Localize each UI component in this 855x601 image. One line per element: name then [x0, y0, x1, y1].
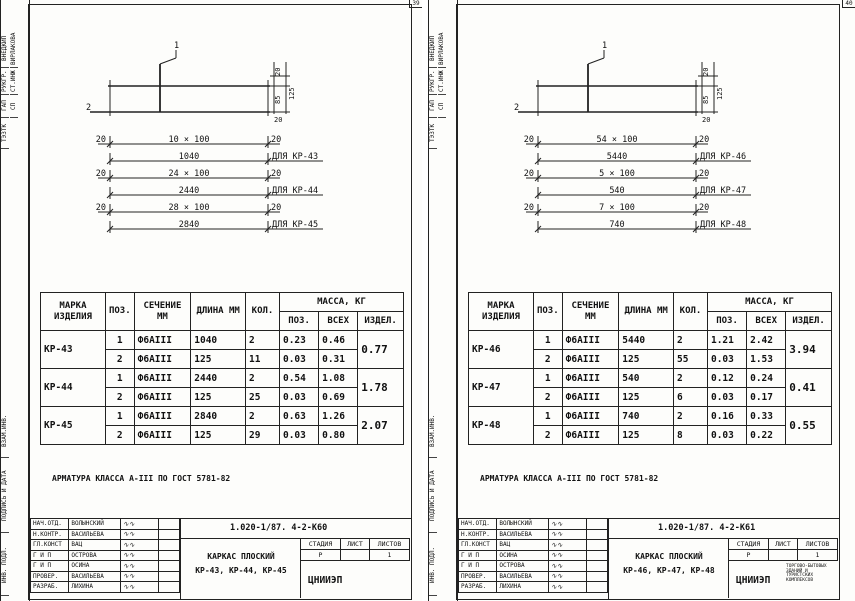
dim-edge: 20	[95, 203, 106, 213]
side-name: СТ.ИНЖ	[438, 68, 446, 95]
dim-tag: ДЛЯ КР-43	[272, 152, 319, 162]
sheet-info	[728, 538, 838, 561]
col-pos: ПОЗ.	[533, 293, 562, 331]
mass-all: 0.33	[747, 407, 786, 426]
section: Ф6АIII	[134, 407, 191, 426]
dim-label: 20	[274, 116, 283, 124]
table-row	[469, 331, 832, 350]
dim-edge: 20	[271, 169, 282, 179]
sheets-value: 1	[369, 550, 409, 561]
title-divider	[728, 560, 838, 561]
length: 2440	[191, 369, 246, 388]
dim-value: 10 × 100	[168, 135, 210, 145]
dim-value: 5 × 100	[599, 169, 635, 179]
col-mass-item: ИЗДЕЛ.	[358, 312, 404, 331]
page-mark: 39	[409, 0, 422, 8]
dim-label: 125	[716, 87, 724, 100]
date-cell	[587, 582, 608, 593]
col-mass: МАССА, КГ	[707, 293, 831, 312]
role: Н.КОНТР.	[31, 529, 69, 540]
role: ГЛ.КОНСТ	[31, 540, 69, 551]
side-label: РУКГР.	[1, 68, 9, 95]
side-label: ПОДПИСЬ И ДАТА	[429, 460, 437, 533]
bar-label: 2	[514, 103, 520, 113]
col-qty: КОЛ.	[246, 293, 280, 331]
dim-edge: 20	[271, 135, 282, 145]
item-mark: КР-44	[41, 369, 106, 407]
drawing-title: КАРКАС ПЛОСКИЙ	[207, 552, 275, 561]
person-name: ВАСИЛЬЕВА	[69, 571, 120, 582]
quantity: 55	[674, 350, 708, 369]
signature: ∿∿	[120, 550, 158, 561]
length: 125	[619, 388, 674, 407]
col-mass-item: ИЗДЕЛ.	[786, 312, 832, 331]
mass-pos: 0.03	[707, 426, 746, 445]
person-name: ОСТРОВА	[497, 561, 548, 572]
rebar-class-note: АРМАТУРА КЛАССА А-III ПО ГОСТ 5781-82	[480, 474, 659, 483]
role: ПРОВЕР.	[31, 571, 69, 582]
section: Ф6АIII	[134, 369, 191, 388]
role-row	[31, 582, 180, 593]
organization: ЦНИИЭП	[736, 575, 771, 586]
person-name: ВОЛЫНСКИЙ	[497, 519, 548, 530]
pos-number: 1	[533, 407, 562, 426]
dim-label: 20	[274, 67, 282, 76]
signature: ∿∿	[548, 519, 586, 530]
rebar-class-note: АРМАТУРА КЛАССА А-III ПО ГОСТ 5781-82	[52, 474, 231, 483]
dim-edge: 20	[271, 203, 282, 213]
section: Ф6АIII	[562, 426, 619, 445]
stage-value: Р	[301, 550, 341, 561]
col-mark: МАРКА ИЗДЕЛИЯ	[41, 293, 106, 331]
side-name: ВИРЛАКОВА	[438, 30, 446, 68]
date-cell	[587, 550, 608, 561]
dim-label: 20	[702, 116, 711, 124]
quantity: 8	[674, 426, 708, 445]
col-section: СЕЧЕНИЕ ММ	[134, 293, 191, 331]
table-row	[41, 407, 404, 426]
pos-number: 1	[105, 331, 134, 350]
signature: ∿∿	[120, 571, 158, 582]
rebar-diagram	[428, 0, 848, 270]
date-cell	[159, 529, 180, 540]
dim-edge: 20	[523, 203, 534, 213]
person-name: ОСТРОВА	[69, 550, 120, 561]
signature: ∿∿	[120, 582, 158, 593]
signature: ∿∿	[548, 550, 586, 561]
mass-pos: 0.03	[707, 350, 746, 369]
dim-value: 54 × 100	[596, 135, 638, 145]
mass-pos: 0.03	[279, 350, 318, 369]
role-row	[31, 540, 180, 551]
mass-item: 1.78	[358, 369, 404, 407]
role-row	[459, 582, 608, 593]
mass-item: 3.94	[786, 331, 832, 369]
dim-edge: 20	[699, 169, 710, 179]
person-name: ЛИХИНА	[497, 582, 548, 593]
side-label: ВНЕДКИП	[429, 30, 437, 68]
side-label: ВЗАМ.ИНВ.	[1, 405, 9, 458]
dim-value: 7 × 100	[599, 203, 635, 213]
side-name: ВИРЛАКОВА	[10, 30, 18, 68]
person-name: ВАЦ	[497, 540, 548, 551]
sheet-value	[340, 550, 369, 561]
section: Ф6АIII	[134, 350, 191, 369]
quantity: 6	[674, 388, 708, 407]
role-row	[31, 571, 180, 582]
dim-value: 540	[609, 186, 625, 196]
role-row	[31, 550, 180, 561]
title-divider	[300, 560, 410, 561]
side-label: ИНВ. ПОДЛ.	[429, 535, 437, 596]
col-mass-pos: ПОЗ.	[279, 312, 318, 331]
pos-number: 1	[533, 369, 562, 388]
pos-number: 2	[533, 426, 562, 445]
role-row	[31, 519, 180, 530]
col-pos: ПОЗ.	[105, 293, 134, 331]
role: Г И П	[31, 550, 69, 561]
side-label: ПОДПИСЬ И ДАТА	[1, 460, 9, 533]
mass-all: 0.69	[319, 388, 358, 407]
dim-tag: ДЛЯ КР-47	[700, 186, 747, 196]
person-name: ЛИХИНА	[69, 582, 120, 593]
drawing-subtitle: КР-43, КР-44, КР-45	[195, 566, 287, 575]
mass-all: 1.53	[747, 350, 786, 369]
item-mark: КР-47	[469, 369, 534, 407]
role-row	[459, 529, 608, 540]
table-row	[41, 331, 404, 350]
side-label: ВЗАМ.ИНВ.	[429, 405, 437, 458]
signature: ∿∿	[120, 529, 158, 540]
mass-all: 1.26	[319, 407, 358, 426]
drawing-code: 1.020-1/87. 4-2-К60	[230, 523, 328, 533]
length: 125	[619, 350, 674, 369]
role: Н.КОНТР.	[459, 529, 497, 540]
item-mark: КР-46	[469, 331, 534, 369]
date-cell	[159, 519, 180, 530]
mass-item: 0.55	[786, 407, 832, 445]
signature: ∿∿	[548, 529, 586, 540]
side-label: ВНЕДКИП	[1, 30, 9, 68]
section: Ф6АIII	[562, 407, 619, 426]
section: Ф6АIII	[134, 331, 191, 350]
drawing-subtitle: КР-46, КР-47, КР-48	[623, 566, 715, 575]
dim-edge: 20	[523, 169, 534, 179]
quantity: 11	[246, 350, 280, 369]
role: ПРОВЕР.	[459, 571, 497, 582]
mass-all: 0.17	[747, 388, 786, 407]
mass-pos: 0.03	[279, 388, 318, 407]
col-mass-pos: ПОЗ.	[707, 312, 746, 331]
sheets-value: 1	[797, 550, 837, 561]
quantity: 25	[246, 388, 280, 407]
mass-all: 2.42	[747, 331, 786, 350]
sheets-header: ЛИСТОВ	[797, 539, 837, 550]
section: Ф6АIII	[562, 350, 619, 369]
side-label: ИНВ. ПОДЛ.	[1, 535, 9, 596]
drawing-code: 1.020-1/87. 4-2-К61	[658, 523, 756, 533]
drawing-sheet	[0, 0, 422, 601]
date-cell	[159, 571, 180, 582]
col-length: ДЛИНА ММ	[191, 293, 246, 331]
mass-all: 0.24	[747, 369, 786, 388]
pos-number: 2	[105, 426, 134, 445]
length: 125	[191, 350, 246, 369]
role-row	[459, 571, 608, 582]
sheet-header: ЛИСТ	[340, 539, 369, 550]
date-cell	[159, 540, 180, 551]
section: Ф6АIII	[134, 388, 191, 407]
date-cell	[159, 582, 180, 593]
dim-value: 740	[609, 220, 625, 230]
date-cell	[587, 571, 608, 582]
role-row	[31, 529, 180, 540]
length: 5440	[619, 331, 674, 350]
title-block-roles	[30, 518, 180, 593]
item-mark: КР-48	[469, 407, 534, 445]
mass-all: 0.31	[319, 350, 358, 369]
person-name: ОСИНА	[69, 561, 120, 572]
item-mark: КР-43	[41, 331, 106, 369]
quantity: 2	[246, 369, 280, 388]
role: НАЧ.ОТД.	[31, 519, 69, 530]
dim-value: 2840	[178, 220, 200, 230]
date-cell	[587, 540, 608, 551]
mass-all: 0.46	[319, 331, 358, 350]
side-label: ГАП	[1, 95, 9, 118]
role: РАЗРАБ.	[459, 582, 497, 593]
stage-header: СТАДИЯ	[301, 539, 341, 550]
person-name: ВАСИЛЬЕВА	[69, 529, 120, 540]
mass-pos: 0.12	[707, 369, 746, 388]
quantity: 29	[246, 426, 280, 445]
stage-value: Р	[729, 550, 769, 561]
signature: ∿∿	[548, 582, 586, 593]
sheets-header: ЛИСТОВ	[369, 539, 409, 550]
col-mass-all: ВСЕХ	[319, 312, 358, 331]
table-row	[469, 407, 832, 426]
table-row	[41, 369, 404, 388]
dim-tag: ДЛЯ КР-46	[700, 152, 747, 162]
signature: ∿∿	[120, 561, 158, 572]
person-name: ОСИНА	[497, 550, 548, 561]
spec-table	[40, 292, 404, 445]
side-label: РУКГР.	[429, 68, 437, 95]
quantity: 2	[246, 331, 280, 350]
pos-number: 1	[105, 369, 134, 388]
role: Г И П	[459, 550, 497, 561]
signature: ∿∿	[548, 540, 586, 551]
quantity: 2	[246, 407, 280, 426]
col-mass: МАССА, КГ	[279, 293, 403, 312]
quantity: 2	[674, 331, 708, 350]
mass-pos: 0.03	[707, 388, 746, 407]
dim-value: 5440	[606, 152, 628, 162]
table-row	[469, 369, 832, 388]
mass-item: 2.07	[358, 407, 404, 445]
role-row	[459, 519, 608, 530]
dim-tag: ДЛЯ КР-44	[272, 186, 319, 196]
pos-number: 2	[533, 350, 562, 369]
dim-value: 28 × 100	[168, 203, 210, 213]
side-name: СТ.ИНЖ	[10, 68, 18, 95]
col-section: СЕЧЕНИЕ ММ	[562, 293, 619, 331]
section: Ф6АIII	[562, 331, 619, 350]
mass-pos: 1.21	[707, 331, 746, 350]
organization-subtitle: ТОРГОВО-БЫТОВЫХ ЗДАНИЙ И ТУРИСТСКИХ КОМПЛЕКСОВ	[786, 564, 827, 584]
pos-number: 2	[105, 350, 134, 369]
signature: ∿∿	[548, 561, 586, 572]
role-row	[31, 561, 180, 572]
dim-label: 20	[702, 67, 710, 76]
person-name: ВОЛЫНСКИЙ	[69, 519, 120, 530]
date-cell	[587, 519, 608, 530]
length: 1040	[191, 331, 246, 350]
page-mark: 40	[842, 0, 855, 8]
stage-header: СТАДИЯ	[729, 539, 769, 550]
signature: ∿∿	[120, 519, 158, 530]
spec-table	[468, 292, 832, 445]
callout-label: 1	[602, 41, 608, 51]
date-cell	[587, 529, 608, 540]
dim-label: 125	[288, 87, 296, 100]
mass-all: 1.08	[319, 369, 358, 388]
date-cell	[587, 561, 608, 572]
callout-label: 1	[174, 41, 180, 51]
mass-pos: 0.16	[707, 407, 746, 426]
dim-edge: 20	[699, 135, 710, 145]
dim-edge: 20	[95, 135, 106, 145]
side-name: СП	[438, 95, 446, 118]
role-row	[459, 561, 608, 572]
dim-value: 24 × 100	[168, 169, 210, 179]
pos-number: 1	[533, 331, 562, 350]
signature: ∿∿	[120, 540, 158, 551]
role: Г И П	[31, 561, 69, 572]
sheet-value	[768, 550, 797, 561]
mass-pos: 0.63	[279, 407, 318, 426]
person-name: ВАСИЛЬЕВА	[497, 571, 548, 582]
length: 540	[619, 369, 674, 388]
role: ГЛ.КОНСТ	[459, 540, 497, 551]
dim-tag: ДЛЯ КР-48	[700, 220, 747, 230]
length: 125	[191, 426, 246, 445]
section: Ф6АIII	[562, 388, 619, 407]
mass-pos: 0.54	[279, 369, 318, 388]
mass-pos: 0.03	[279, 426, 318, 445]
title-block-roles	[458, 518, 608, 593]
date-cell	[159, 561, 180, 572]
person-name: ВАСИЛЬЕВА	[497, 529, 548, 540]
col-mark: МАРКА ИЗДЕЛИЯ	[469, 293, 534, 331]
pos-number: 1	[105, 407, 134, 426]
dim-label: 85	[274, 95, 282, 104]
date-cell	[159, 550, 180, 561]
side-name: СП	[10, 95, 18, 118]
mass-pos: 0.23	[279, 331, 318, 350]
dim-value: 2440	[178, 186, 200, 196]
quantity: 2	[674, 369, 708, 388]
side-label: ТЭЗТК	[1, 118, 9, 149]
drawing-title: КАРКАС ПЛОСКИЙ	[635, 552, 703, 561]
item-mark: КР-45	[41, 407, 106, 445]
organization: ЦНИИЭП	[308, 575, 343, 586]
pos-number: 2	[105, 388, 134, 407]
dim-edge: 20	[699, 203, 710, 213]
person-name: ВАЦ	[69, 540, 120, 551]
mass-item: 0.41	[786, 369, 832, 407]
signature: ∿∿	[548, 571, 586, 582]
dim-tag: ДЛЯ КР-45	[272, 220, 319, 230]
mass-all: 0.80	[319, 426, 358, 445]
mass-all: 0.22	[747, 426, 786, 445]
dim-label: 85	[702, 95, 710, 104]
quantity: 2	[674, 407, 708, 426]
length: 125	[191, 388, 246, 407]
role-row	[459, 550, 608, 561]
role-row	[459, 540, 608, 551]
sheet-info	[300, 538, 410, 561]
mass-item: 0.77	[358, 331, 404, 369]
dim-edge: 20	[523, 135, 534, 145]
dim-value: 1040	[178, 152, 200, 162]
length: 2840	[191, 407, 246, 426]
length: 740	[619, 407, 674, 426]
rebar-diagram	[0, 0, 420, 270]
section: Ф6АIII	[562, 369, 619, 388]
col-qty: КОЛ.	[674, 293, 708, 331]
role: НАЧ.ОТД.	[459, 519, 497, 530]
drawing-sheet	[428, 0, 855, 601]
dim-edge: 20	[95, 169, 106, 179]
col-length: ДЛИНА ММ	[619, 293, 674, 331]
side-label: ГАП	[429, 95, 437, 118]
sheet-header: ЛИСТ	[768, 539, 797, 550]
section: Ф6АIII	[134, 426, 191, 445]
role: РАЗРАБ.	[31, 582, 69, 593]
role: Г И П	[459, 561, 497, 572]
length: 125	[619, 426, 674, 445]
pos-number: 2	[533, 388, 562, 407]
bar-label: 2	[86, 103, 92, 113]
side-label: ТЭЗТК	[429, 118, 437, 149]
col-mass-all: ВСЕХ	[747, 312, 786, 331]
